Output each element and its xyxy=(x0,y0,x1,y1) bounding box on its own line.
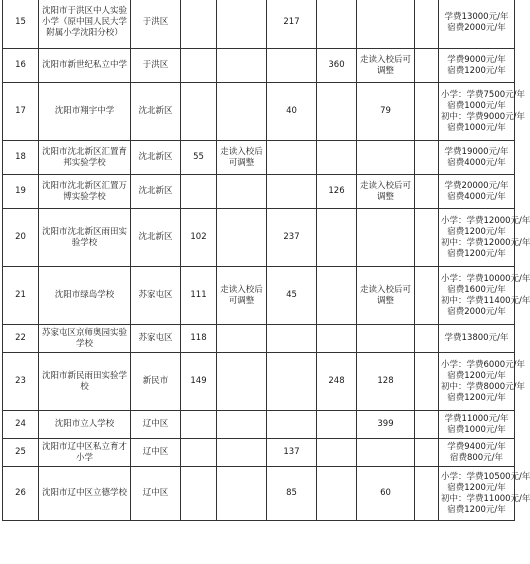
note-col-5-cell xyxy=(357,325,415,353)
fee-cell xyxy=(439,467,530,521)
fee-line: 宿费1000元/年 xyxy=(447,424,506,435)
fee-cell xyxy=(439,49,515,83)
quota-col-4-cell xyxy=(317,325,357,353)
quota-col-4-cell xyxy=(317,467,357,521)
note-col-2-cell: 走读入校后可调整 xyxy=(217,141,267,175)
district-cell: 于洪区 xyxy=(131,0,181,49)
fee-line: 宿费1600元/年 xyxy=(447,284,506,295)
school-name-cell: 沈阳市翔宇中学 xyxy=(39,83,131,141)
note-col-5-cell: 走读入校后可调整 xyxy=(357,175,415,209)
quota-col-1-cell xyxy=(181,83,217,141)
fee-line: 学费9400元/年 xyxy=(447,441,506,452)
quota-col-3-cell: 40 xyxy=(267,83,317,141)
quota-col-3-cell xyxy=(267,175,317,209)
row-number-cell: 19 xyxy=(3,175,39,209)
table-row xyxy=(3,353,515,411)
row-number-cell: 17 xyxy=(3,83,39,141)
empty-col-6-cell xyxy=(415,49,439,83)
school-name-cell: 沈阳市立人学校 xyxy=(39,411,131,439)
row-number-cell: 23 xyxy=(3,353,39,411)
school-name-cell: 沈阳市沈北新区雨田实验学校 xyxy=(39,209,131,267)
quota-col-1-cell: 111 xyxy=(181,267,217,325)
fee-cell xyxy=(439,83,525,141)
quota-col-1-cell: 149 xyxy=(181,353,217,411)
quota-col-1-cell xyxy=(181,175,217,209)
quota-col-3-cell xyxy=(267,141,317,175)
note-col-2-cell xyxy=(217,83,267,141)
fee-line: 宿费1200元/年 xyxy=(447,482,506,493)
fee-cell xyxy=(439,0,515,49)
row-number-cell: 25 xyxy=(3,439,39,467)
fee-cell xyxy=(439,267,530,325)
quota-col-1-cell: 102 xyxy=(181,209,217,267)
empty-col-6-cell xyxy=(415,439,439,467)
note-col-2-cell xyxy=(217,209,267,267)
school-fee-table xyxy=(2,0,530,521)
empty-col-6-cell xyxy=(415,267,439,325)
fee-line: 宿费2000元/年 xyxy=(447,306,506,317)
empty-col-6-cell xyxy=(415,0,439,49)
fee-line: 学费20000元/年 xyxy=(444,180,509,191)
row-number-cell: 21 xyxy=(3,267,39,325)
table-row xyxy=(3,49,515,83)
empty-col-6-cell xyxy=(415,209,439,267)
fee-line: 小学：学费6000元/年 xyxy=(441,359,525,370)
district-cell: 沈北新区 xyxy=(131,141,181,175)
table-body xyxy=(3,0,530,521)
note-col-2-cell xyxy=(217,439,267,467)
note-col-5-cell: 399 xyxy=(357,411,415,439)
empty-col-6-cell xyxy=(415,141,439,175)
quota-col-3-cell: 85 xyxy=(267,467,317,521)
table-row xyxy=(3,267,515,325)
quota-col-1-cell xyxy=(181,439,217,467)
district-cell: 新民市 xyxy=(131,353,181,411)
table-row xyxy=(3,0,515,49)
fee-line: 宿费800元/年 xyxy=(449,452,504,463)
table-row xyxy=(3,439,515,467)
fee-line: 学费19000元/年 xyxy=(444,146,509,157)
fee-cell xyxy=(439,175,515,209)
quota-col-1-cell: 55 xyxy=(181,141,217,175)
fee-line: 学费9000元/年 xyxy=(447,54,506,65)
district-cell: 辽中区 xyxy=(131,439,181,467)
note-col-5-cell xyxy=(357,0,415,49)
table-row xyxy=(3,209,515,267)
note-col-5-cell: 60 xyxy=(357,467,415,521)
quota-col-4-cell xyxy=(317,141,357,175)
fee-cell xyxy=(439,141,515,175)
quota-col-3-cell xyxy=(267,325,317,353)
school-name-cell: 沈阳市新民雨田实验学校 xyxy=(39,353,131,411)
fee-line: 初中：学费11000元/年 xyxy=(441,493,530,504)
district-cell: 苏家屯区 xyxy=(131,267,181,325)
quota-col-3-cell: 217 xyxy=(267,0,317,49)
fee-cell xyxy=(439,439,515,467)
school-name-cell: 沈阳市于洪区中人实验小学（原中国人民大学附属小学沈阳分校） xyxy=(39,0,131,49)
fee-cell xyxy=(439,411,515,439)
fee-line: 宿费1200元/年 xyxy=(447,392,506,403)
quota-col-1-cell xyxy=(181,411,217,439)
school-name-cell: 沈阳市辽中区立德学校 xyxy=(39,467,131,521)
row-number-cell: 15 xyxy=(3,0,39,49)
fee-line: 初中：学费12000元/年 xyxy=(441,237,530,248)
note-col-2-cell xyxy=(217,467,267,521)
note-col-2-cell xyxy=(217,411,267,439)
empty-col-6-cell xyxy=(415,325,439,353)
fee-line: 学费11000元/年 xyxy=(444,413,509,424)
fee-line: 宿费1200元/年 xyxy=(447,504,506,515)
fee-line: 宿费1200元/年 xyxy=(447,65,506,76)
fee-line: 小学：学费12000元/年 xyxy=(441,215,530,226)
fee-cell xyxy=(439,325,515,353)
quota-col-3-cell xyxy=(267,49,317,83)
quota-col-4-cell: 126 xyxy=(317,175,357,209)
empty-col-6-cell xyxy=(415,411,439,439)
fee-cell xyxy=(439,353,525,411)
table-row xyxy=(3,467,515,521)
fee-line: 宿费1200元/年 xyxy=(447,226,506,237)
fee-line: 学费13000元/年 xyxy=(444,11,509,22)
district-cell: 沈北新区 xyxy=(131,175,181,209)
fee-line: 宿费1200元/年 xyxy=(447,248,506,259)
school-name-cell: 苏家屯区京师奥园实验学校 xyxy=(39,325,131,353)
quota-col-3-cell xyxy=(267,353,317,411)
quota-col-4-cell xyxy=(317,267,357,325)
note-col-5-cell: 128 xyxy=(357,353,415,411)
table-row xyxy=(3,141,515,175)
quota-col-4-cell xyxy=(317,83,357,141)
note-col-5-cell xyxy=(357,209,415,267)
fee-line: 宿费1200元/年 xyxy=(447,370,506,381)
fee-line: 学费13800元/年 xyxy=(444,333,509,343)
fee-line: 初中：学费9000元/年 xyxy=(441,111,525,122)
school-name-cell: 沈阳市辽中区私立育才小学 xyxy=(39,439,131,467)
fee-line: 宿费1000元/年 xyxy=(447,100,506,111)
fee-line: 初中：学费11400元/年 xyxy=(441,295,530,306)
row-number-cell: 20 xyxy=(3,209,39,267)
quota-col-3-cell: 137 xyxy=(267,439,317,467)
note-col-5-cell: 79 xyxy=(357,83,415,141)
empty-col-6-cell xyxy=(415,467,439,521)
quota-col-4-cell xyxy=(317,209,357,267)
fee-line: 小学：学费7500元/年 xyxy=(441,89,525,100)
district-cell: 苏家屯区 xyxy=(131,325,181,353)
note-col-5-cell: 走读入校后可调整 xyxy=(357,49,415,83)
quota-col-4-cell: 248 xyxy=(317,353,357,411)
table-row xyxy=(3,83,515,141)
fee-line: 宿费2000元/年 xyxy=(447,22,506,33)
quota-col-4-cell: 360 xyxy=(317,49,357,83)
note-col-2-cell: 走读入校后可调整 xyxy=(217,267,267,325)
quota-col-4-cell xyxy=(317,439,357,467)
fee-line: 小学：学费10500元/年 xyxy=(441,471,530,482)
note-col-2-cell xyxy=(217,0,267,49)
note-col-2-cell xyxy=(217,49,267,83)
empty-col-6-cell xyxy=(415,83,439,141)
fee-line: 宿费4000元/年 xyxy=(447,157,506,168)
quota-col-3-cell xyxy=(267,411,317,439)
quota-col-1-cell xyxy=(181,467,217,521)
quota-col-1-cell: 118 xyxy=(181,325,217,353)
school-name-cell: 沈阳市沈北新区汇置万博实验学校 xyxy=(39,175,131,209)
table-row xyxy=(3,325,515,353)
quota-col-3-cell: 237 xyxy=(267,209,317,267)
quota-col-3-cell: 45 xyxy=(267,267,317,325)
quota-col-4-cell xyxy=(317,0,357,49)
row-number-cell: 16 xyxy=(3,49,39,83)
row-number-cell: 22 xyxy=(3,325,39,353)
quota-col-1-cell xyxy=(181,49,217,83)
empty-col-6-cell xyxy=(415,353,439,411)
fee-line: 初中：学费8000元/年 xyxy=(441,381,525,392)
district-cell: 沈北新区 xyxy=(131,209,181,267)
note-col-5-cell xyxy=(357,439,415,467)
table-row xyxy=(3,175,515,209)
note-col-2-cell xyxy=(217,325,267,353)
empty-col-6-cell xyxy=(415,175,439,209)
school-name-cell: 沈阳市新世纪私立中学 xyxy=(39,49,131,83)
table-row xyxy=(3,411,515,439)
fee-cell xyxy=(439,209,530,267)
school-name-cell: 沈阳市绿岛学校 xyxy=(39,267,131,325)
quota-col-4-cell xyxy=(317,411,357,439)
district-cell: 辽中区 xyxy=(131,467,181,521)
note-col-5-cell xyxy=(357,141,415,175)
row-number-cell: 18 xyxy=(3,141,39,175)
note-col-5-cell: 走读入校后可调整 xyxy=(357,267,415,325)
quota-col-1-cell xyxy=(181,0,217,49)
row-number-cell: 24 xyxy=(3,411,39,439)
district-cell: 于洪区 xyxy=(131,49,181,83)
school-name-cell: 沈阳市沈北新区汇置育邦实验学校 xyxy=(39,141,131,175)
fee-line: 小学：学费10000元/年 xyxy=(441,273,530,284)
fee-line: 宿费4000元/年 xyxy=(447,191,506,202)
fee-line: 宿费1000元/年 xyxy=(447,122,506,133)
note-col-2-cell xyxy=(217,175,267,209)
note-col-2-cell xyxy=(217,353,267,411)
district-cell: 辽中区 xyxy=(131,411,181,439)
row-number-cell: 26 xyxy=(3,467,39,521)
district-cell: 沈北新区 xyxy=(131,83,181,141)
